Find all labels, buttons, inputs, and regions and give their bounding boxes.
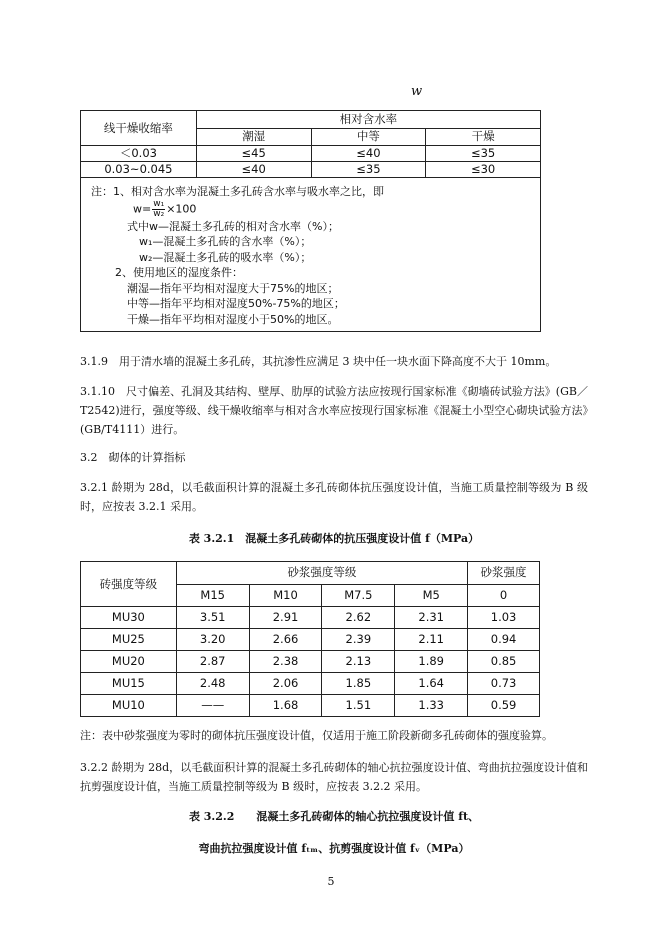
compressive-strength-table [80, 561, 540, 717]
table2-cell: 2.06 [249, 673, 322, 695]
paragraph-3-1-10: 3.1.10 尺寸偏差、孔洞及其结构、壁厚、肋厚的试验方法应按现行国家标准《砌墙砖试验方法》(GB／T2542)进行，强度等级、线干燥收缩率与相对含水率应按现行国家标准《混凝土小型空心砌块试验方法》(GB/T4111）进行。 [80, 385, 588, 436]
definition-w1: w₁—混凝土多孔砖的含水率（%）； [139, 235, 312, 248]
table2-cell: 1.85 [322, 673, 395, 695]
table2-cell: 2.38 [249, 651, 322, 673]
table2-row-label: MU25 [81, 629, 177, 651]
paragraph-3-2-2: 3.2.2 龄期为 28d，以毛截面积计算的混凝土多孔砖砌体的轴心抗拉强度设计值、弯曲抗拉强度设计值和抗剪强度设计值，当施工质量控制等级为 B 级时，应按表 3.2.2 采用。 [80, 761, 588, 793]
table2-row-label: MU30 [81, 607, 177, 629]
formula-denominator: w₂ [153, 208, 165, 219]
note-2: 2、使用地区的湿度条件： [115, 266, 243, 279]
table1-row [81, 146, 541, 162]
table1-row-label: 0.03~0.045 [81, 162, 197, 178]
table1-cell: ≤35 [426, 146, 541, 162]
section-3-2-heading: 3.2 砌体的计算指标 [80, 451, 186, 464]
table1-cell: ≤45 [196, 146, 311, 162]
formula [91, 200, 540, 219]
table2-row-label: MU15 [81, 673, 177, 695]
table2-row-label: MU20 [81, 651, 177, 673]
table2-cell: 1.51 [322, 695, 395, 717]
paragraph-3-2-1: 3.2.1 龄期为 28d，以毛截面积计算的混凝土多孔砖砌体抗压强度设计值，当施工质量控制等级为 B 级时，应按表 3.2.1 采用。 [80, 481, 588, 513]
table2-cell: 2.62 [322, 607, 395, 629]
table1-col-header: 中等 [311, 128, 426, 146]
table1-row [81, 162, 541, 178]
table2-cell: 0.85 [468, 651, 540, 673]
table2-cell: 2.39 [322, 629, 395, 651]
table2-cell: 0.59 [468, 695, 540, 717]
table1-cell: ≤35 [311, 162, 426, 178]
formula-fraction [152, 200, 165, 219]
table1-row-label: ＜0.03 [81, 146, 197, 162]
table2-col-header: M5 [395, 584, 468, 607]
table2-zero-header: 砂浆强度 [468, 562, 540, 585]
shrinkage-moisture-table [80, 110, 541, 332]
table2-cell: 2.11 [395, 629, 468, 651]
table2-cell: 1.03 [468, 607, 540, 629]
table1-group-header: 相对含水率 [196, 111, 540, 129]
paragraph-3-1-9: 3.1.9 用于清水墙的混凝土多孔砖，其抗渗性应满足 3 块中任一块水面下降高度不大于 10mm。 [80, 355, 557, 368]
table2-cell: 2.91 [249, 607, 322, 629]
table2-cell: 0.73 [468, 673, 540, 695]
formula-lhs: w= [133, 202, 152, 215]
formula-rhs: ×100 [166, 202, 197, 215]
table1-col-header: 干燥 [426, 128, 541, 146]
table2-group-header: 砂浆强度等级 [176, 562, 467, 585]
table2-col-header: M7.5 [322, 584, 395, 607]
table2-col-header: 0 [468, 584, 540, 607]
table2-row [81, 629, 540, 651]
table2-row-label: MU10 [81, 695, 177, 717]
definition-w: 式中w—混凝土多孔砖的相对含水率（%）； [127, 219, 339, 233]
condition-dry: 干燥—指年平均相对湿度小于50%的地区。 [127, 312, 339, 326]
table2-cell: 2.13 [322, 651, 395, 673]
table2-cell: 2.48 [176, 673, 249, 695]
table2-row-header: 砖强度等级 [81, 562, 177, 607]
table2-row [81, 673, 540, 695]
condition-humid: 潮湿—指年平均相对湿度大于75%的地区； [127, 281, 339, 295]
page-number: 5 [327, 875, 335, 888]
table-3-2-2-caption-line1: 表 3.2.2 混凝土多孔砖砌体的轴心抗拉强度设计值 ft、 [188, 810, 480, 823]
table2-cell: 1.33 [395, 695, 468, 717]
table2-cell: 3.20 [176, 629, 249, 651]
table2-cell: 2.31 [395, 607, 468, 629]
table2-cell: —— [176, 695, 249, 717]
table2-cell: 1.68 [249, 695, 322, 717]
condition-medium: 中等—指年平均相对湿度50%-75%的地区； [127, 297, 345, 310]
table1-col-header: 潮湿 [196, 128, 311, 146]
table1-cell: ≤40 [311, 146, 426, 162]
table2-cell: 2.66 [249, 629, 322, 651]
table1-row-header: 线干燥收缩率 [81, 111, 197, 146]
w-symbol: w [411, 84, 423, 99]
table2-cell: 3.51 [176, 607, 249, 629]
table2-cell: 0.94 [468, 629, 540, 651]
formula-numerator: w₁ [153, 198, 165, 209]
table2-row [81, 607, 540, 629]
table2-row [81, 695, 540, 717]
table-3-2-2-caption-line2: 弯曲抗拉强度设计值 fₜₘ、抗剪强度设计值 fᵥ（MPa） [198, 842, 470, 855]
table2-cell: 2.87 [176, 651, 249, 673]
table1-notes [81, 178, 541, 332]
table2-row [81, 651, 540, 673]
table-3-2-1-caption: 表 3.2.1 混凝土多孔砖砌体的抗压强度设计值 f（MPa） [188, 532, 480, 545]
note-1: 注：1、相对含水率为混凝土多孔砖含水率与吸水率之比，即 [91, 185, 384, 198]
table1-cell: ≤40 [196, 162, 311, 178]
table2-cell: 1.64 [395, 673, 468, 695]
table-3-2-1-note: 注：表中砂浆强度为零时的砌体抗压强度设计值，仅适用于施工阶段新砌多孔砖砌体的强度验算。 [80, 729, 553, 742]
definition-w2: w₂—混凝土多孔砖的吸水率（%）； [139, 250, 312, 264]
table1-cell: ≤30 [426, 162, 541, 178]
table2-col-header: M10 [249, 584, 322, 607]
table2-col-header: M15 [176, 584, 249, 607]
table2-cell: 1.89 [395, 651, 468, 673]
